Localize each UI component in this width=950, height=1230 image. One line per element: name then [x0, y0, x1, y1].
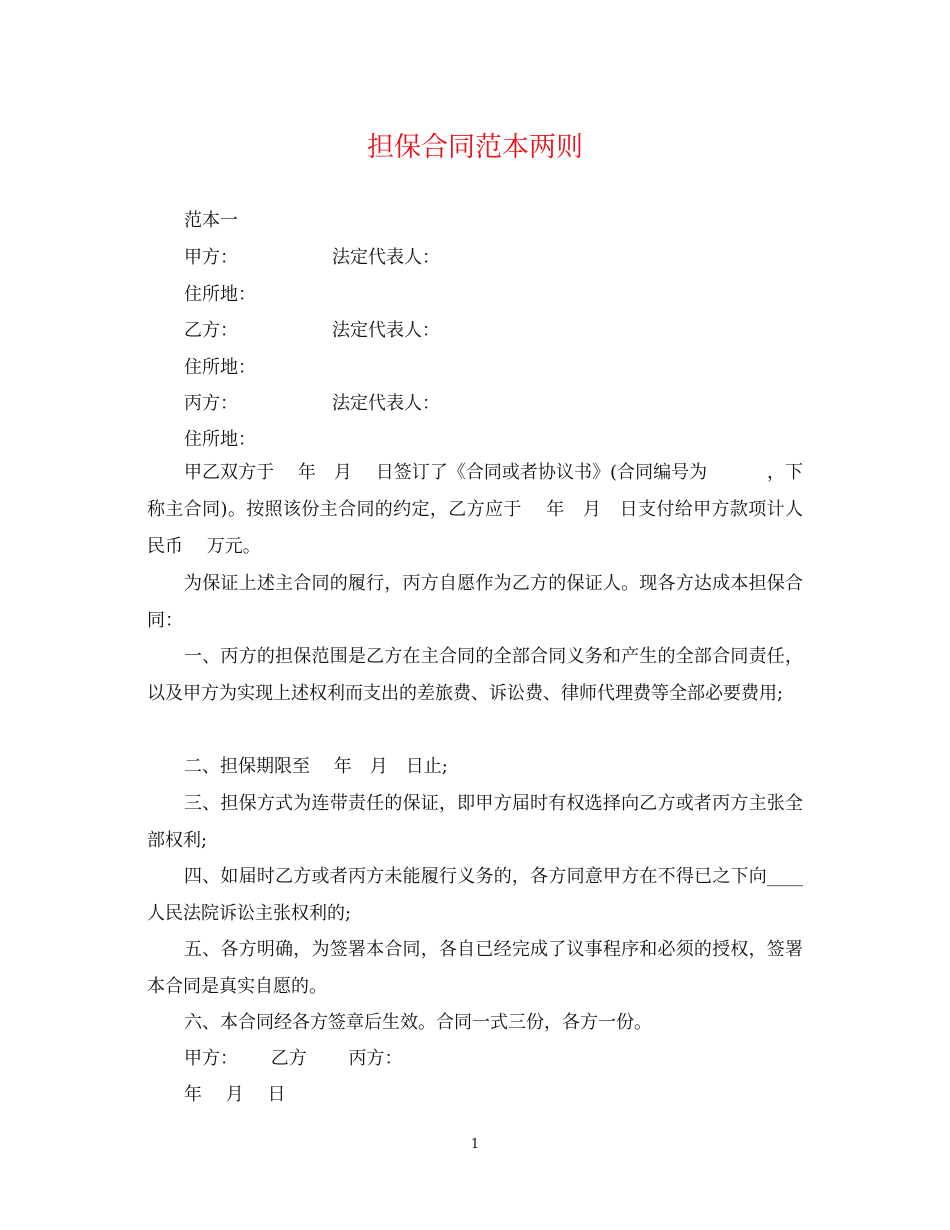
party-a-representative-label: 法定代表人： [332, 247, 440, 268]
party-c-address-label: 住所地： [184, 429, 256, 450]
date-line: 年 月 日 [184, 1084, 286, 1105]
party-b-representative-label: 法定代表人： [332, 320, 440, 341]
party-b-label: 乙方： [184, 320, 238, 341]
clause-6-paragraph: 六、本合同经各方签章后生效。合同一式三份，各方一份。 [184, 1012, 652, 1033]
party-c-label: 丙方： [184, 393, 238, 414]
clause-1-paragraph: 一、丙方的担保范围是乙方在主合同的全部合同义务和产生的全部合同责任，以及甲方为实现上述权利而支出的差旅费、诉讼费、律师代理费等全部必要费用; [147, 646, 803, 704]
clause-3-paragraph: 三、担保方式为连带责任的保证，即甲方届时有权选择向乙方或者丙方主张全部权利; [147, 793, 803, 851]
clause-4-paragraph: 四、如届时乙方或者丙方未能履行义务的，各方同意甲方在不得已之下向____人民法院诉讼主张权利的; [147, 866, 803, 924]
clause-5-paragraph: 五、各方明确，为签署本合同，各自已经完成了议事程序和必须的授权，签署本合同是真实自愿的。 [147, 939, 803, 997]
sample-label: 范本一 [184, 210, 238, 231]
page-number: 1 [470, 1137, 480, 1152]
party-a-address-label: 住所地： [184, 284, 256, 305]
party-b-address-label: 住所地： [184, 357, 256, 378]
signature-line: 甲方： 乙方 丙方： [184, 1048, 403, 1069]
preamble-paragraph: 甲乙双方于 年 月 日签订了《合同或者协议书》(合同编号为 ，下称主合同)。按照该份主合同的约定，乙方应于 年 月 日支付给甲方款项计人民币 万元。 [147, 462, 803, 557]
document-title: 担保合同范本两则 [367, 132, 583, 163]
party-a-label: 甲方： [184, 247, 238, 268]
purpose-paragraph: 为保证上述主合同的履行，丙方自愿作为乙方的保证人。现各方达成本担保合同： [147, 573, 803, 631]
party-c-representative-label: 法定代表人： [332, 393, 440, 414]
clause-2-paragraph: 二、担保期限至 年 月 日止; [184, 756, 448, 777]
